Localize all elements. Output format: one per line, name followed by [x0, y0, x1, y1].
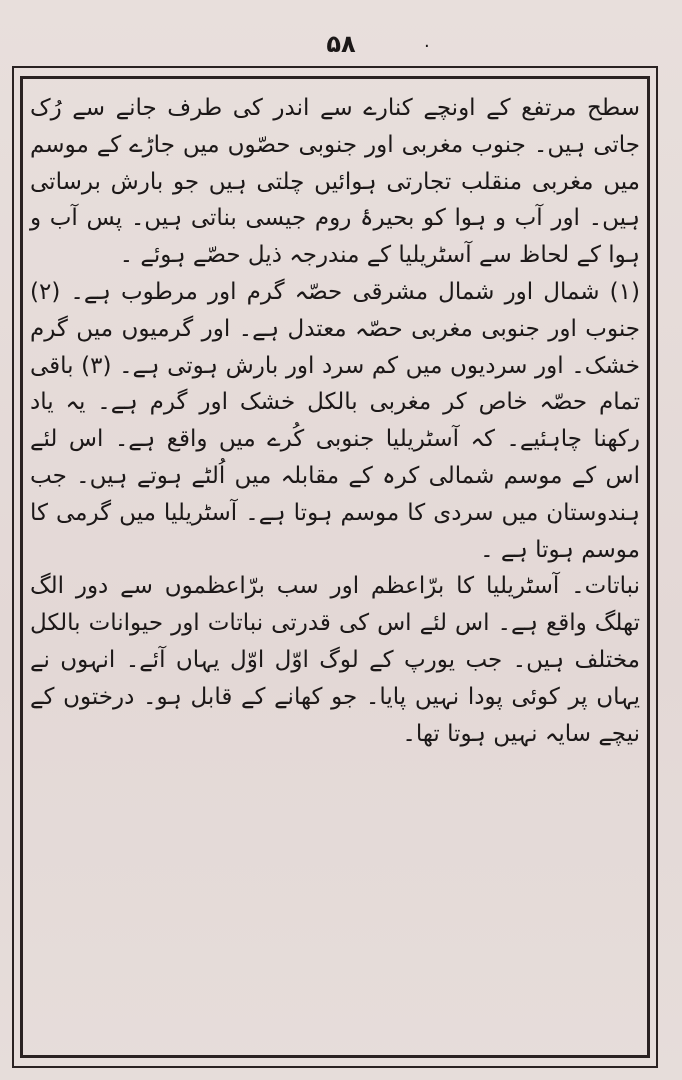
header-dot: ·: [424, 36, 430, 57]
page-number: ۵۸: [326, 30, 356, 58]
paragraph-climate: سطح مرتفع کے اونچے کنارے سے اندر کی طرف جانے سے رُک جاتی ہیں۔ جنوب مغربی اور جنوبی حصّوں میں جاڑے کے موسم میں مغربی منقلب تجارتی ہوائیں چلتی ہیں جو بارش برساتی ہیں۔ اور آب و ہوا کو بحیرۂ روم جیسی بناتی ہیں۔ پس آب و ہوا کے لحاظ سے آسٹریلیا کے مندرجہ ذیل حصّے ہوئے ۔: [30, 95, 640, 269]
paragraph-vegetation: نباتات۔ آسٹریلیا کا برّاعظم اور سب برّاعظموں سے دور الگ تھلگ واقع ہے۔ اس لئے اس کی قدرتی نباتات اور حیوانات بالکل مختلف ہیں۔ جب یورپ کے لوگ اوّل اوّل یہاں آئے۔ انہوں نے یہاں پر کوئی پودا نہیں پایا۔ جو کھانے کے قابل ہو۔ درختوں کے نیچے سایہ نہیں ہوتا تھا۔: [30, 573, 640, 747]
paragraph-regions: (۱) شمال اور شمال مشرقی حصّہ گرم اور مرطوب ہے۔ (۲) جنوب اور جنوبی مغربی حصّہ معتدل ہے۔ اور گرمیوں میں گرم خشک۔ اور سردیوں میں کم سرد اور بارش ہوتی ہے۔ (۳) باقی تمام حصّہ خاص کر مغربی بالکل خشک اور گرم ہے۔ یہ یاد رکھنا چاہئیے۔ کہ آسٹریلیا جنوبی کُرے میں واقع ہے۔ اس لئے اس کے موسم شمالی کرہ کے مقابلہ میں اُلٹے ہوتے ہیں۔ جب ہندوستان میں سردی کا موسم ہوتا ہے۔ آسٹریلیا میں گرمی کا موسم ہوتا ہے ۔: [30, 278, 641, 563]
body-text: [30, 90, 640, 752]
